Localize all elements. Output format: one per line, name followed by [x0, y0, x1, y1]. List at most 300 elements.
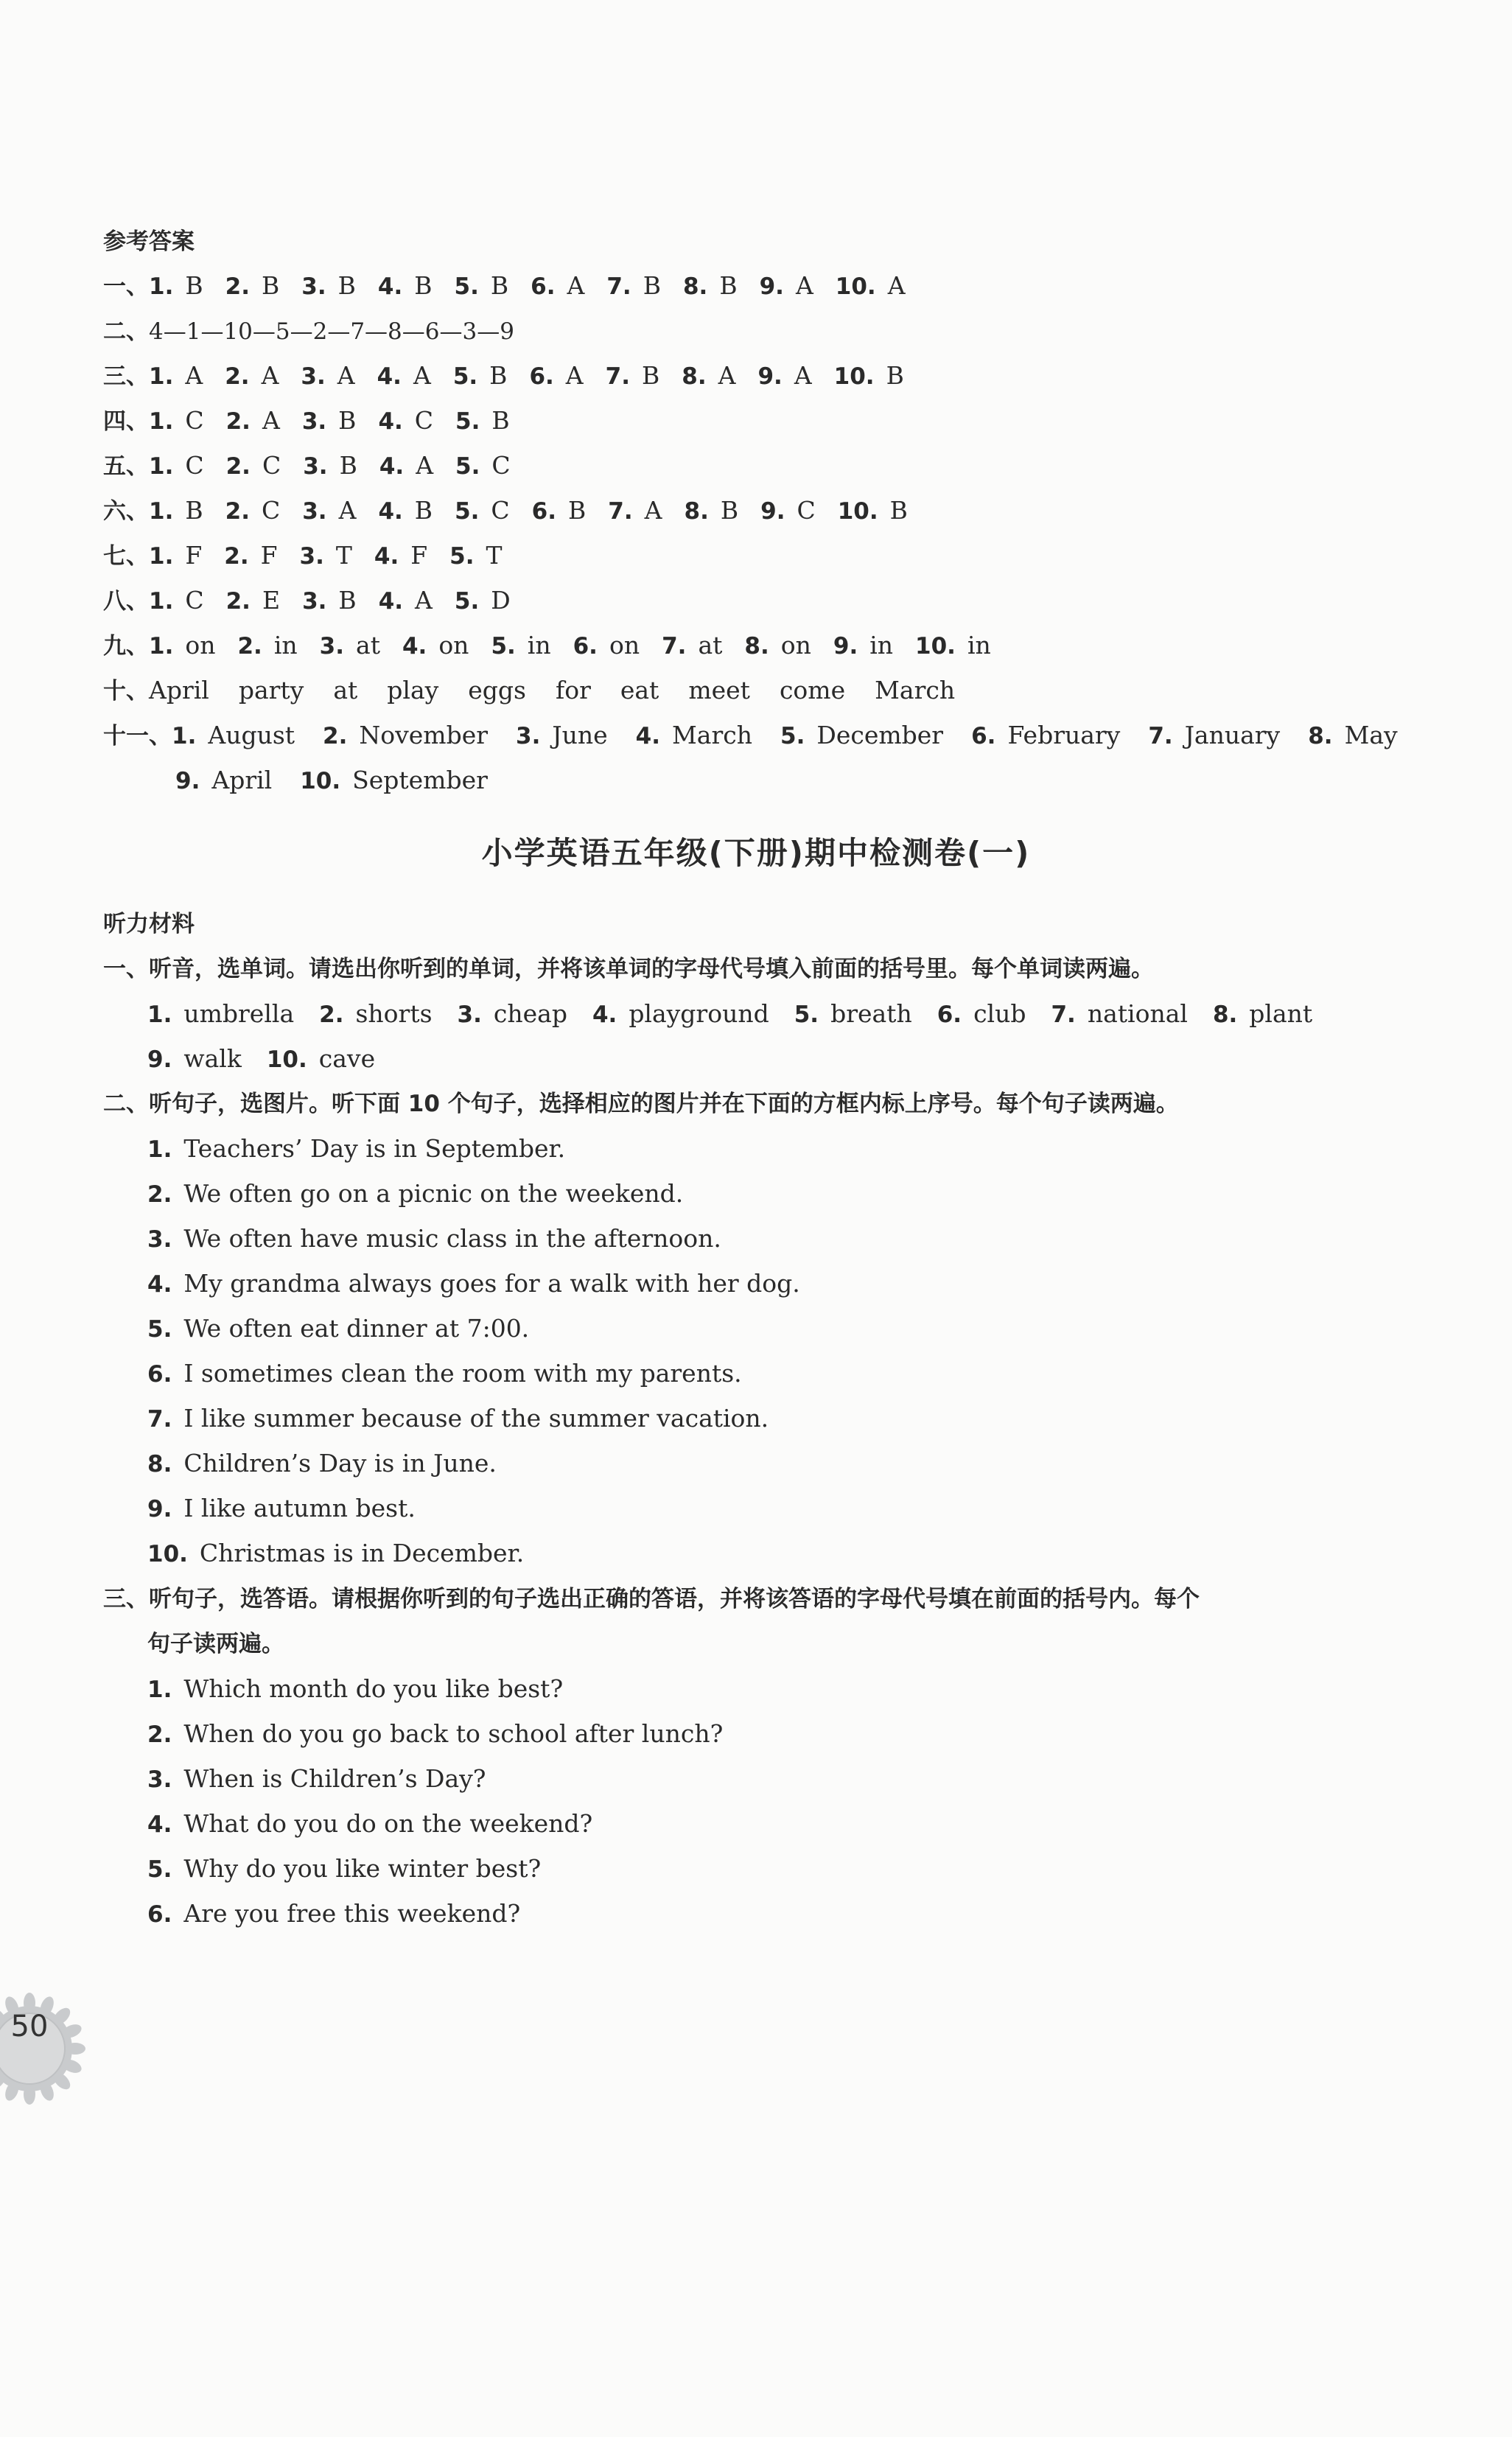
item-number: 2.: [225, 273, 250, 300]
item-value: B: [185, 496, 203, 525]
item-number: 7.: [1051, 1001, 1076, 1028]
answer-item: [226, 399, 280, 444]
item-value: club: [973, 999, 1026, 1028]
item-value: April: [211, 766, 273, 794]
answer-item: [267, 1037, 375, 1082]
item-value: B: [338, 406, 357, 435]
item-value: February: [1007, 721, 1121, 749]
answer-item: [453, 354, 508, 399]
section-3-heading-line2: 句子读两遍。: [147, 1631, 284, 1657]
item-number: 5.: [780, 723, 805, 749]
item-number: 1.: [147, 1001, 172, 1028]
item-value: B: [643, 271, 661, 300]
item-value: C: [185, 451, 204, 480]
answer-item: [320, 623, 380, 668]
answer-item: [606, 354, 660, 399]
item-number: 10.: [915, 633, 956, 660]
item-number: 3.: [299, 543, 324, 570]
item-number: 8.: [684, 498, 709, 525]
sentence-text: What do you do on the weekend?: [183, 1809, 593, 1838]
answer-item: [149, 578, 204, 623]
answer-item: [662, 623, 722, 668]
item-number: 3.: [301, 408, 327, 435]
sentence-text: When do you go back to school after lunch?: [183, 1719, 724, 1748]
answer-item: [149, 399, 204, 444]
item-number: 8.: [682, 363, 707, 390]
item-number: 3.: [301, 273, 326, 300]
page-number: 50: [10, 2010, 49, 2043]
item-number: 8.: [744, 633, 769, 660]
answer-item: [455, 264, 509, 309]
item-number: 1.: [149, 408, 174, 435]
answer-word: eggs: [468, 676, 526, 704]
item-value: on: [780, 631, 811, 660]
item-value: June: [552, 721, 608, 749]
item-value: walk: [183, 1044, 242, 1073]
sentence-line: [147, 1757, 486, 1801]
answer-item: [682, 354, 735, 399]
item-value: B: [889, 496, 908, 525]
item-number: 5.: [452, 363, 478, 390]
answer-item: [573, 623, 640, 668]
item-number: 8.: [1212, 1001, 1238, 1028]
item-number: 4.: [635, 723, 661, 749]
item-number: 9.: [175, 768, 200, 794]
item-value: cave: [318, 1044, 376, 1073]
sentence-number: 3.: [147, 1766, 172, 1793]
item-number: 4.: [378, 498, 403, 525]
item-value: C: [185, 586, 204, 615]
sentence-text: Children’s Day is in June.: [183, 1449, 497, 1478]
item-value: September: [352, 766, 488, 794]
answer-word: party: [238, 676, 304, 704]
item-number: 5.: [491, 633, 516, 660]
section-1-words-row2: [147, 1037, 400, 1081]
answer-item: [379, 444, 433, 489]
item-value: A: [718, 361, 736, 390]
item-value: B: [337, 271, 356, 300]
item-value: August: [208, 721, 295, 749]
answer-item: [319, 992, 432, 1037]
answer-item: [147, 992, 294, 1037]
item-number: 1.: [149, 588, 174, 615]
item-number: 1.: [149, 363, 174, 390]
item-number: 3.: [516, 723, 541, 749]
item-number: 1.: [149, 633, 174, 660]
item-number: 10.: [300, 768, 341, 794]
answer-item: [149, 354, 203, 399]
item-value: A: [794, 361, 812, 390]
item-value: B: [642, 361, 660, 390]
item-value: F: [260, 541, 278, 570]
item-number: 9.: [757, 363, 783, 390]
item-value: B: [491, 406, 510, 435]
section-2-heading: 二、听句子，选图片。听下面 10 个句子，选择相应的图片并在下面的方框内标上序号。每个句子读两遍。: [103, 1091, 1179, 1117]
answer-item: [760, 264, 813, 309]
answer-item: [516, 713, 608, 758]
item-value: B: [568, 496, 587, 525]
sentence-text: Christmas is in December.: [199, 1539, 525, 1567]
item-value: at: [698, 631, 723, 660]
item-number: 6.: [971, 723, 996, 749]
answer-item: [836, 264, 906, 309]
item-value: C: [491, 451, 511, 480]
item-value: A: [644, 496, 662, 525]
item-number: 4.: [377, 363, 402, 390]
item-value: B: [720, 496, 739, 525]
sentence-text: I like autumn best.: [183, 1494, 416, 1522]
item-value: A: [415, 586, 433, 615]
answer-item: [149, 623, 215, 668]
answer-item: [224, 534, 277, 578]
answer-item: [225, 264, 280, 309]
item-number: 7.: [608, 498, 633, 525]
answer-item: [302, 489, 356, 534]
answer-item: [147, 1037, 242, 1082]
answer-item: [592, 992, 769, 1037]
badge-petal: [65, 2043, 85, 2055]
sentence-text: We often eat dinner at 7:00.: [183, 1314, 530, 1343]
item-number: 6.: [573, 633, 598, 660]
item-value: B: [489, 361, 508, 390]
item-value: playground: [629, 999, 769, 1028]
item-value: in: [967, 631, 991, 660]
item-number: 9.: [147, 1046, 172, 1073]
answer-word: come: [779, 676, 846, 704]
sentence-line: [147, 1396, 769, 1441]
item-value: C: [261, 496, 281, 525]
item-value: A: [567, 271, 585, 300]
answer-item: [303, 444, 357, 489]
item-number: 3.: [302, 498, 327, 525]
answer-item: [149, 534, 202, 578]
item-value: T: [335, 541, 352, 570]
section-3-heading-line1: 三、听句子，选答语。请根据你听到的句子选出正确的答语，并将该答语的字母代号填在前面的括号内。每个: [103, 1586, 1200, 1612]
item-number: 6.: [529, 363, 554, 390]
item-number: 1.: [149, 543, 174, 570]
answer-item: [449, 534, 502, 578]
sentence-line: [147, 1441, 497, 1486]
answer-item: [937, 992, 1026, 1037]
item-number: 2.: [225, 363, 250, 390]
sentence-number: 5.: [147, 1856, 172, 1883]
item-number: 1.: [149, 453, 174, 480]
item-number: 10.: [266, 1046, 307, 1073]
item-number: 3.: [303, 453, 328, 480]
answer-item: [379, 578, 433, 623]
item-value: B: [339, 451, 357, 480]
page-number-flower-badge: [0, 1990, 88, 2108]
item-value: March: [672, 721, 752, 749]
answer-item: [1051, 992, 1187, 1037]
sentence-text: We often have music class in the afternoon.: [183, 1224, 721, 1253]
item-number: 7.: [1148, 723, 1173, 749]
sentence-line: [147, 1127, 565, 1171]
sentence-line: [147, 1847, 541, 1891]
item-number: 4.: [377, 273, 403, 300]
answer-item: [606, 264, 661, 309]
item-value: B: [886, 361, 904, 390]
answer-item: [302, 578, 357, 623]
sentence-number: 6.: [147, 1361, 172, 1388]
answer-item: [300, 758, 488, 803]
item-number: 4.: [592, 1001, 617, 1028]
answer-item: [1148, 713, 1280, 758]
answer-item: [175, 758, 272, 803]
item-number: 4.: [378, 408, 403, 435]
sentence-text: Which month do you like best?: [183, 1674, 564, 1703]
item-value: breath: [830, 999, 912, 1028]
sentence-line: [147, 1172, 683, 1216]
answer-item: [757, 354, 811, 399]
item-number: 4.: [378, 588, 404, 615]
item-number: 2.: [224, 543, 249, 570]
item-value: A: [413, 361, 431, 390]
sentence-number: 4.: [147, 1811, 172, 1838]
item-value: umbrella: [183, 999, 295, 1028]
item-number: 6.: [531, 498, 557, 525]
item-value: T: [486, 541, 503, 570]
sentence-text: Why do you like winter best?: [183, 1854, 542, 1883]
item-number: 7.: [605, 363, 630, 390]
item-value: A: [261, 361, 279, 390]
answer-item: [529, 354, 583, 399]
item-number: 3.: [319, 633, 345, 660]
answer-item: [149, 444, 204, 489]
item-value: A: [416, 451, 434, 480]
answer-item: [374, 534, 427, 578]
answer-row-11: 十一、1. August 2. November 3. June 4. March 5. December 6. February 7. January 8. May: [103, 713, 1426, 758]
sentence-line: [147, 1531, 524, 1576]
answer-row-1: 一、1. B 2. B 3. B 4. B 5. B 6. A 7. B 8. B 9. A 10. A: [103, 264, 928, 308]
item-value: B: [414, 496, 433, 525]
item-number: 2.: [323, 723, 348, 749]
item-value: C: [414, 406, 434, 435]
answer-item: [1308, 713, 1397, 758]
answer-item: [915, 623, 991, 668]
answer-item: [458, 992, 567, 1037]
sentence-line: [147, 1667, 563, 1711]
item-number: 2.: [225, 453, 251, 480]
answer-sequence: 4—1—10—5—2—7—8—6—3—9: [149, 318, 514, 345]
item-number: 5.: [455, 453, 480, 480]
item-value: B: [490, 271, 509, 300]
item-value: A: [338, 496, 357, 525]
answer-item: [149, 264, 203, 309]
answer-row-4: 四、1. C 2. A 3. B 4. C 5. B: [103, 399, 532, 443]
answer-item: [744, 623, 811, 668]
answer-item: [301, 354, 354, 399]
item-value: B: [338, 586, 357, 615]
item-number: 3.: [301, 363, 326, 390]
item-number: 2.: [225, 408, 251, 435]
badge-petal: [24, 2084, 35, 2105]
answer-row-3: 三、1. A 2. A 3. A 4. A 5. B 6. A 7. B 8. A 9. A 10. B: [103, 354, 926, 398]
item-number: 4.: [374, 543, 399, 570]
section-1-heading: 一、听音，选单词。请选出你听到的单词，并将该单词的字母代号填入前面的括号里。每个单词读两遍。: [103, 956, 1154, 982]
sentence-line: [147, 1892, 520, 1936]
sentence-text: I sometimes clean the room with my parents.: [183, 1359, 742, 1388]
item-number: 4.: [402, 633, 427, 660]
answer-item: [402, 623, 469, 668]
item-value: on: [185, 631, 216, 660]
item-number: 5.: [449, 543, 475, 570]
item-number: 10.: [837, 498, 878, 525]
answer-row-2: 二、4—1—10—5—2—7—8—6—3—9: [103, 318, 514, 345]
item-value: on: [609, 631, 640, 660]
sentence-line: [147, 1352, 742, 1396]
answer-item: [237, 623, 297, 668]
item-value: in: [527, 631, 551, 660]
answer-item: [225, 489, 281, 534]
sentence-line: [147, 1262, 800, 1306]
item-number: 8.: [682, 273, 708, 300]
item-value: shorts: [355, 999, 433, 1028]
answer-item: [838, 489, 908, 534]
answer-item: [455, 489, 510, 534]
item-number: 6.: [531, 273, 556, 300]
item-value: in: [869, 631, 894, 660]
item-value: B: [719, 271, 738, 300]
answer-word: meet: [688, 676, 750, 704]
item-number: 9.: [759, 273, 784, 300]
answer-item: [378, 489, 433, 534]
answer-row-10: 十、April party at play eggs for eat meet come March: [103, 668, 984, 713]
item-number: 6.: [937, 1001, 962, 1028]
answer-item: [226, 444, 281, 489]
item-value: F: [185, 541, 203, 570]
item-value: C: [262, 451, 281, 480]
item-number: 7.: [606, 273, 631, 300]
answer-word: at: [333, 676, 358, 704]
sentence-line: [147, 1217, 721, 1261]
item-number: 1.: [149, 273, 174, 300]
sentence-text: Teachers’ Day is in September.: [183, 1134, 566, 1163]
answer-word: for: [555, 676, 591, 704]
item-number: 2.: [225, 498, 250, 525]
sentence-number: 8.: [147, 1451, 172, 1478]
sentence-number: 6.: [147, 1901, 172, 1928]
answer-row-11-cont: [175, 758, 516, 803]
answer-item: [377, 354, 431, 399]
item-value: on: [438, 631, 469, 660]
item-number: 5.: [455, 498, 480, 525]
item-number: 2.: [225, 588, 251, 615]
answer-word: eat: [620, 676, 659, 704]
answer-item: [833, 623, 893, 668]
item-value: A: [262, 406, 280, 435]
answer-row-5: 五、1. C 2. C 3. B 4. A 5. C: [103, 444, 533, 488]
item-value: E: [262, 586, 281, 615]
item-number: 4.: [379, 453, 405, 480]
answer-row-6: 六、1. B 2. C 3. A 4. B 5. C 6. B 7. A 8. B 9. C 10. B: [103, 489, 930, 533]
item-value: B: [261, 271, 280, 300]
sentence-number: 2.: [147, 1721, 172, 1748]
item-number: 3.: [457, 1001, 482, 1028]
sentence-line: [147, 1486, 416, 1531]
item-value: May: [1344, 721, 1398, 749]
answer-item: [685, 489, 739, 534]
item-number: 5.: [454, 588, 480, 615]
answer-item: [636, 713, 752, 758]
sentence-number: 4.: [147, 1271, 172, 1298]
answer-row-8: 八、1. C 2. E 3. B 4. A 5. D: [103, 578, 533, 623]
item-number: 8.: [1308, 723, 1333, 749]
item-number: 9.: [833, 633, 858, 660]
item-number: 1.: [172, 723, 197, 749]
item-number: 2.: [319, 1001, 344, 1028]
sentence-number: 9.: [147, 1496, 172, 1522]
item-value: A: [337, 361, 355, 390]
item-value: D: [491, 586, 511, 615]
answer-item: [172, 713, 295, 758]
answer-item: [455, 399, 510, 444]
sentence-number: 5.: [147, 1316, 172, 1343]
item-value: F: [410, 541, 428, 570]
exam-title: 小学英语五年级(下册)期中检测卷(一): [481, 835, 1031, 871]
item-number: 5.: [794, 1001, 819, 1028]
item-value: A: [565, 361, 584, 390]
item-value: B: [185, 271, 203, 300]
answer-item: [780, 713, 943, 758]
sentence-number: 7.: [147, 1406, 172, 1433]
answer-item: [323, 713, 488, 758]
sentence-text: My grandma always goes for a walk with her dog.: [183, 1269, 800, 1298]
answer-item: [300, 534, 352, 578]
answer-item: [532, 489, 587, 534]
item-value: November: [359, 721, 489, 749]
sentence-text: Are you free this weekend?: [183, 1899, 521, 1928]
answer-item: [378, 399, 433, 444]
sentence-number: 3.: [147, 1226, 172, 1253]
answer-item: [149, 489, 203, 534]
item-value: A: [795, 271, 813, 300]
answers-heading: 参考答案: [103, 228, 195, 255]
answer-item: [226, 578, 280, 623]
sentence-line: [147, 1307, 529, 1351]
answer-item: [834, 354, 904, 399]
answer-item: [455, 444, 511, 489]
answer-item: [760, 489, 816, 534]
item-value: C: [797, 496, 816, 525]
answer-item: [1213, 992, 1312, 1037]
sentence-number: 2.: [147, 1181, 172, 1208]
sentence-number: 1.: [147, 1136, 172, 1163]
answer-item: [225, 354, 279, 399]
sentence-line: [147, 1712, 723, 1756]
item-value: C: [185, 406, 204, 435]
answer-item: [794, 992, 912, 1037]
item-number: 1.: [149, 498, 174, 525]
answer-item: [378, 264, 433, 309]
answer-item: [301, 264, 356, 309]
item-value: C: [491, 496, 510, 525]
answer-row-7: 七、1. F 2. F 3. T 4. F 5. T: [103, 534, 525, 578]
answer-word: March: [875, 676, 956, 704]
item-value: plant: [1249, 999, 1313, 1028]
section-1-words-row1: [147, 992, 1337, 1036]
listening-heading: 听力材料: [103, 911, 195, 937]
item-number: 7.: [662, 633, 687, 660]
item-value: at: [356, 631, 380, 660]
item-value: A: [887, 271, 906, 300]
item-value: national: [1087, 999, 1188, 1028]
sentence-number: 10.: [147, 1541, 188, 1567]
sentence-text: I like summer because of the summer vacation.: [183, 1404, 769, 1433]
item-value: cheap: [493, 999, 567, 1028]
answer-item: [608, 489, 662, 534]
answer-row-9: 九、1. on 2. in 3. at 4. on 5. in 6. on 7. at 8. on 9. in 10. in: [103, 623, 1013, 668]
